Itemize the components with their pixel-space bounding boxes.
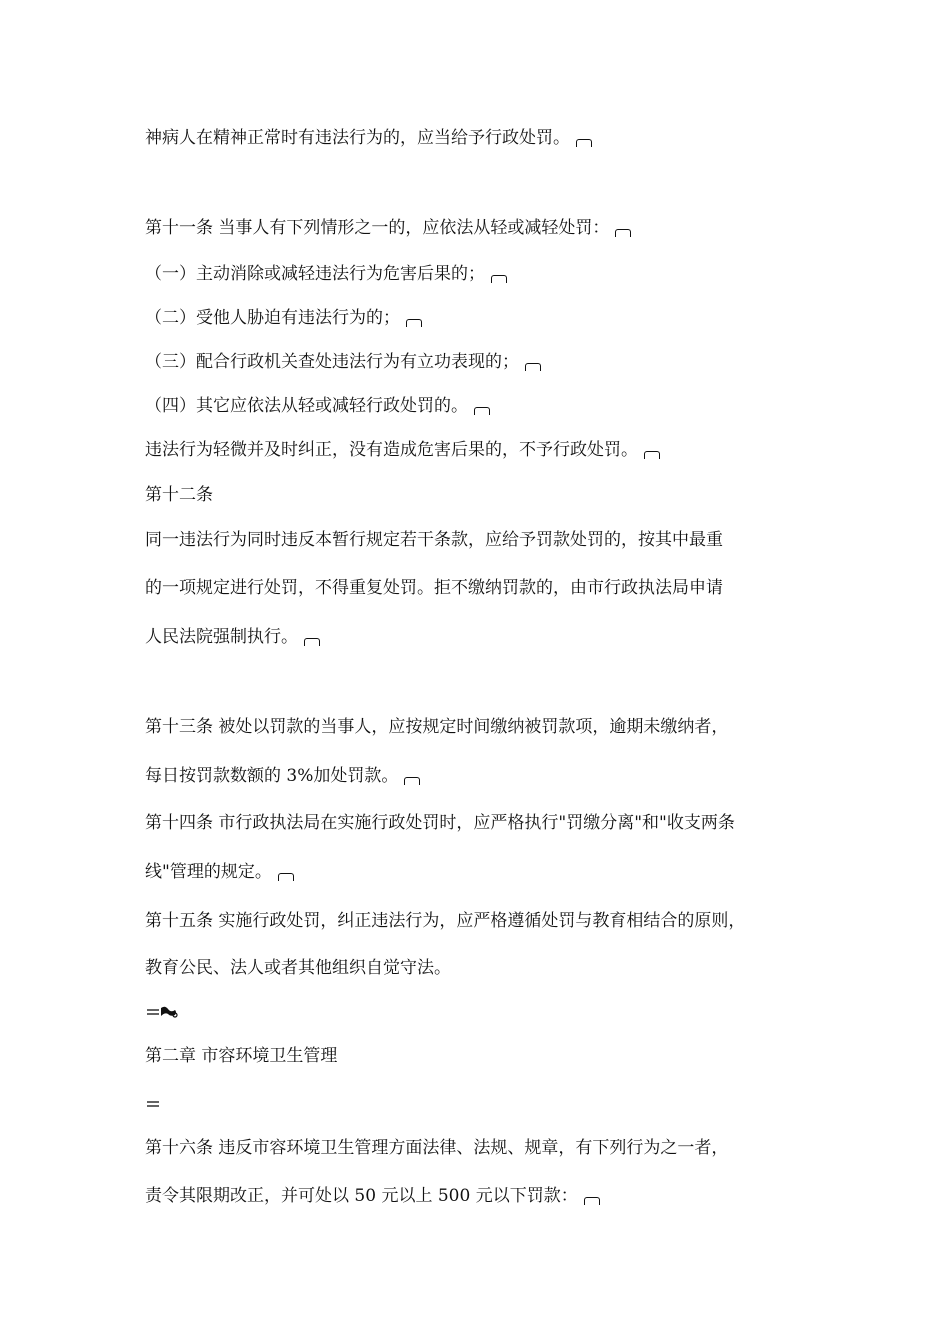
article-16-heading	[145, 1138, 728, 1158]
line-text: 第十六条 违反市容环境卫生管理方面法律、法规、规章，有下列行为之一者，	[145, 1138, 729, 1158]
text-line	[145, 627, 320, 647]
line-text: 第十三条 被处以罚款的当事人，应按规定时间缴纳被罚款项，逾期未缴纳者，	[145, 717, 729, 737]
paragraph-mark-icon	[584, 1197, 600, 1205]
line-text: 教育公民、法人或者其他组织自觉守法。	[145, 958, 451, 978]
text-line	[145, 128, 592, 148]
line-text: 责令其限期改正，并可处以 50 元以上 500 元以下罚款：	[145, 1186, 578, 1206]
paragraph-mark-icon	[644, 451, 660, 459]
paragraph-mark-icon	[304, 638, 320, 646]
list-item	[145, 396, 490, 416]
line-text: （一）主动消除或减轻违法行为危害后果的；	[145, 264, 485, 284]
article-15-heading	[145, 911, 745, 931]
paragraph-mark-icon	[404, 777, 420, 785]
line-text: 第二章 市容环境卫生管理	[145, 1046, 338, 1066]
text-line	[145, 1186, 600, 1206]
text-line	[145, 440, 660, 460]
text-line	[145, 578, 723, 598]
paragraph-mark-icon	[278, 873, 294, 881]
line-text: 同一违法行为同时违反本暂行规定若干条款，应给予罚款处罚的，按其中最重	[145, 530, 723, 550]
list-item	[145, 308, 422, 328]
text-line	[145, 862, 294, 882]
text-line	[145, 766, 420, 786]
line-text: 每日按罚款数额的 3%加处罚款。	[145, 766, 399, 786]
article-13-heading	[145, 717, 728, 737]
text-line	[145, 530, 723, 550]
line-text: 违法行为轻微并及时纠正，没有造成危害后果的，不予行政处罚。	[145, 440, 638, 460]
line-text: 神病人在精神正常时有违法行为的，应当给予行政处罚。	[145, 128, 570, 148]
line-text: 人民法院强制执行。	[145, 627, 298, 647]
line-text: 第十二条	[145, 485, 213, 505]
section-break-glyph-icon	[145, 1096, 165, 1112]
chapter-heading	[145, 1046, 337, 1066]
list-item	[145, 264, 507, 284]
text-line	[145, 958, 451, 978]
section-break-icon	[145, 1004, 185, 1024]
line-text: （三）配合行政机关查处违法行为有立功表现的；	[145, 352, 519, 372]
paragraph-mark-icon	[406, 319, 422, 327]
paragraph-mark-icon	[615, 229, 631, 237]
line-text: 第十一条 当事人有下列情形之一的，应依法从轻或减轻处罚：	[145, 218, 610, 238]
article-14-heading	[145, 813, 735, 833]
paragraph-mark-icon	[576, 139, 592, 147]
section-break-glyph-icon	[145, 1004, 185, 1020]
paragraph-mark-icon	[474, 407, 490, 415]
line-text: 的一项规定进行处罚，不得重复处罚。拒不缴纳罚款的，由市行政执法局申请	[145, 578, 723, 598]
line-text: 第十五条 实施行政处罚，纠正违法行为，应严格遵循处罚与教育相结合的原则，	[145, 911, 746, 931]
article-12-heading	[145, 485, 213, 505]
paragraph-mark-icon	[491, 275, 507, 283]
article-11-heading	[145, 218, 631, 238]
line-text: （二）受他人胁迫有违法行为的；	[145, 308, 400, 328]
line-text: 第十四条 市行政执法局在实施行政处罚时，应严格执行"罚缴分离"和"收支两条	[145, 813, 735, 833]
section-break-icon	[145, 1096, 165, 1116]
paragraph-mark-icon	[525, 363, 541, 371]
line-text: （四）其它应依法从轻或减轻行政处罚的。	[145, 396, 468, 416]
list-item	[145, 352, 541, 372]
line-text: 线"管理的规定。	[145, 862, 272, 882]
